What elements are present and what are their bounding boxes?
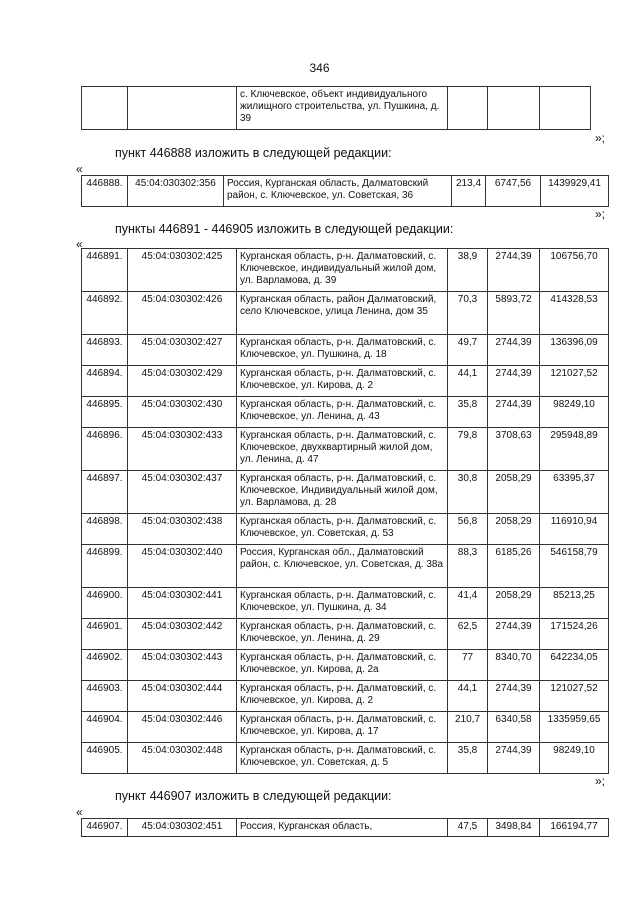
instruction-446907: пункт 446907 изложить в следующей редакции:: [115, 789, 392, 803]
table-row: [82, 366, 609, 397]
cell-cadastral: 45:04:030302:451: [128, 819, 237, 837]
cell-address: с. Ключевское, объект индивидуального жилищного строительства, ул. Пушкина, д. 39: [237, 87, 448, 130]
cell-num: 446900.: [82, 588, 128, 619]
cell-num: 446895.: [82, 397, 128, 428]
cell-num: 446894.: [82, 366, 128, 397]
cell-cadastral: 45:04:030302:433: [128, 428, 237, 471]
table-row: [82, 471, 609, 514]
cell-area: [448, 87, 488, 130]
cell-value: 63395,37: [540, 471, 609, 514]
cell-address: Курганская область, р-н. Далматовский, с. Ключевское, ул. Советская, д. 53: [237, 514, 448, 545]
cell-value: [540, 87, 591, 130]
table-row: [82, 588, 609, 619]
cell-area: 77: [448, 650, 488, 681]
cell-rate: 2744,39: [488, 397, 540, 428]
table-row: [82, 819, 609, 837]
cell-rate: 2058,29: [488, 588, 540, 619]
cell-value: 98249,10: [540, 397, 609, 428]
table-446888: [81, 175, 609, 207]
cell-rate: 3708,63: [488, 428, 540, 471]
table-row: [82, 514, 609, 545]
cell-address: Курганская область, р-н. Далматовский, с. Ключевское, ул. Советская, д. 5: [237, 743, 448, 774]
cell-address: Курганская область, р-н. Далматовский, с. Ключевское, ул. Ленина, д. 29: [237, 619, 448, 650]
cell-cadastral: 45:04:030302:437: [128, 471, 237, 514]
cell-rate: 2744,39: [488, 249, 540, 292]
cell-num: 446901.: [82, 619, 128, 650]
cell-rate: 2744,39: [488, 335, 540, 366]
cell-area: 70,3: [448, 292, 488, 335]
cell-address: Курганская область, р-н. Далматовский, с. Ключевское, ул. Кирова, д. 17: [237, 712, 448, 743]
cell-value: 121027,52: [540, 366, 609, 397]
cell-address: Россия, Курганская область, Далматовский район, с. Ключевское, ул. Советская, 36: [224, 176, 452, 207]
cell-rate: 2744,39: [488, 743, 540, 774]
table-row: [82, 176, 609, 207]
cell-cadastral: 45:04:030302:356: [128, 176, 224, 207]
quote-close: »;: [594, 131, 605, 145]
cell-address: Курганская область, р-н. Далматовский, с. Ключевское, индивидуальный жилой дом, ул. Варламова, д. 39: [237, 249, 448, 292]
cell-value: 121027,52: [540, 681, 609, 712]
table-row: [82, 428, 609, 471]
cell-cadastral: 45:04:030302:425: [128, 249, 237, 292]
cell-num: 446893.: [82, 335, 128, 366]
cell-cadastral: 45:04:030302:430: [128, 397, 237, 428]
cell-area: 30,8: [448, 471, 488, 514]
cell-area: 49,7: [448, 335, 488, 366]
cell-value: 642234,05: [540, 650, 609, 681]
cell-area: 35,8: [448, 397, 488, 428]
quote-open: «: [76, 162, 83, 176]
table-row: [82, 712, 609, 743]
cell-rate: 6340,58: [488, 712, 540, 743]
cell-area: 210,7: [448, 712, 488, 743]
table-row: [82, 681, 609, 712]
table-row: [82, 619, 609, 650]
quote-open: «: [76, 805, 83, 819]
cell-num: 446888.: [82, 176, 128, 207]
cell-address: Курганская область, р-н. Далматовский, с. Ключевское, двухквартирный жилой дом, ул. Ленина, д. 47: [237, 428, 448, 471]
cell-num: 446903.: [82, 681, 128, 712]
cell-area: 56,8: [448, 514, 488, 545]
table-row: [82, 335, 609, 366]
cell-value: 546158,79: [540, 545, 609, 588]
cell-area: 38,9: [448, 249, 488, 292]
cell-address: Курганская область, р-н. Далматовский, с. Ключевское, Индивидуальный жилой дом, ул. Варламова, д. 28: [237, 471, 448, 514]
table-446907: [81, 818, 609, 837]
quote-close: »;: [594, 207, 605, 221]
cell-area: 35,8: [448, 743, 488, 774]
cell-rate: 6747,56: [486, 176, 541, 207]
instruction-446891-446905: пункты 446891 - 446905 изложить в следующей редакции:: [115, 222, 454, 236]
cell-cadastral: 45:04:030302:440: [128, 545, 237, 588]
table-row: [82, 650, 609, 681]
table-row: [82, 743, 609, 774]
cell-cadastral: 45:04:030302:441: [128, 588, 237, 619]
cell-area: 41,4: [448, 588, 488, 619]
instruction-446888: пункт 446888 изложить в следующей редакции:: [115, 146, 392, 160]
quote-close: »;: [594, 774, 605, 788]
cell-cadastral: 45:04:030302:444: [128, 681, 237, 712]
cell-num: 446905.: [82, 743, 128, 774]
cell-value: 106756,70: [540, 249, 609, 292]
cell-num: 446907.: [82, 819, 128, 837]
cell-num: [82, 87, 128, 130]
cell-cadastral: 45:04:030302:443: [128, 650, 237, 681]
cell-value: 85213,25: [540, 588, 609, 619]
cell-value: 1439929,41: [541, 176, 609, 207]
cell-num: 446899.: [82, 545, 128, 588]
cell-cadastral: 45:04:030302:442: [128, 619, 237, 650]
cell-address: Курганская область, район Далматовский, село Ключевское, улица Ленина, дом 35: [237, 292, 448, 335]
cell-value: 171524,26: [540, 619, 609, 650]
cell-address: Курганская область, р-н. Далматовский, с. Ключевское, ул. Ленина, д. 43: [237, 397, 448, 428]
cell-address: Россия, Курганская область,: [237, 819, 448, 837]
cell-rate: 2744,39: [488, 619, 540, 650]
cell-cadastral: 45:04:030302:427: [128, 335, 237, 366]
cell-num: 446898.: [82, 514, 128, 545]
cell-value: 414328,53: [540, 292, 609, 335]
cell-value: 166194,77: [540, 819, 609, 837]
cell-cadastral: 45:04:030302:448: [128, 743, 237, 774]
table-row: [82, 87, 591, 130]
cell-value: 295948,89: [540, 428, 609, 471]
cell-rate: 5893,72: [488, 292, 540, 335]
cell-cadastral: [128, 87, 237, 130]
cell-area: 79,8: [448, 428, 488, 471]
page-number: 346: [309, 61, 330, 75]
table-row: [82, 249, 609, 292]
cell-rate: 2744,39: [488, 366, 540, 397]
cell-rate: 3498,84: [488, 819, 540, 837]
cell-value: 136396,09: [540, 335, 609, 366]
cell-area: 213,4: [452, 176, 486, 207]
quote-open: «: [76, 237, 83, 251]
cell-address: Курганская область, р-н. Далматовский, с. Ключевское, ул. Кирова, д. 2: [237, 681, 448, 712]
table-row: [82, 545, 609, 588]
cell-address: Курганская область, р-н. Далматовский, с. Ключевское, ул. Кирова, д. 2а: [237, 650, 448, 681]
cell-value: 98249,10: [540, 743, 609, 774]
cell-address: Курганская область, р-н. Далматовский, с. Ключевское, ул. Пушкина, д. 18: [237, 335, 448, 366]
cell-address: Россия, Курганская обл., Далматовский район, с. Ключевское, ул. Советская, д. 38а: [237, 545, 448, 588]
cell-value: 116910,94: [540, 514, 609, 545]
cell-num: 446902.: [82, 650, 128, 681]
cell-rate: [488, 87, 540, 130]
table-446891-446905: [81, 248, 609, 774]
cell-rate: 6185,26: [488, 545, 540, 588]
cell-cadastral: 45:04:030302:438: [128, 514, 237, 545]
table-row: [82, 292, 609, 335]
cell-cadastral: 45:04:030302:446: [128, 712, 237, 743]
cell-cadastral: 45:04:030302:429: [128, 366, 237, 397]
table-row: [82, 397, 609, 428]
cell-area: 88,3: [448, 545, 488, 588]
cell-rate: 2744,39: [488, 681, 540, 712]
cell-address: Курганская область, р-н. Далматовский, с. Ключевское, ул. Кирова, д. 2: [237, 366, 448, 397]
cell-num: 446891.: [82, 249, 128, 292]
top-fragment-table: [81, 86, 591, 130]
cell-area: 44,1: [448, 366, 488, 397]
cell-num: 446896.: [82, 428, 128, 471]
cell-rate: 2058,29: [488, 471, 540, 514]
cell-num: 446897.: [82, 471, 128, 514]
cell-area: 47,5: [448, 819, 488, 837]
cell-value: 1335959,65: [540, 712, 609, 743]
cell-cadastral: 45:04:030302:426: [128, 292, 237, 335]
cell-area: 62,5: [448, 619, 488, 650]
cell-address: Курганская область, р-н. Далматовский, с. Ключевское, ул. Пушкина, д. 34: [237, 588, 448, 619]
cell-rate: 8340,70: [488, 650, 540, 681]
cell-num: 446904.: [82, 712, 128, 743]
cell-rate: 2058,29: [488, 514, 540, 545]
cell-area: 44,1: [448, 681, 488, 712]
cell-num: 446892.: [82, 292, 128, 335]
